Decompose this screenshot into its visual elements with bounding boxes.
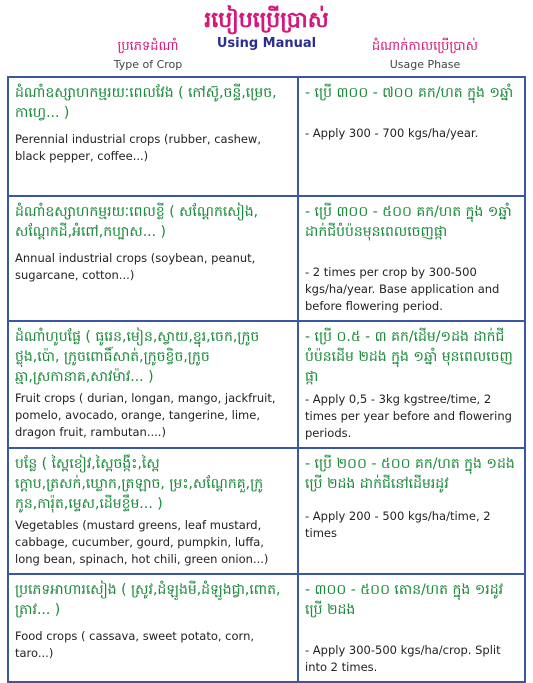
crop-khmer: ដំណាំឧស្សាហកម្មរយៈពេលខ្លី ( សណ្តែកសៀង, សណ្តែកដី,អំពៅ,កប្បាស... ) [15, 204, 259, 240]
crop-khmer: ប្រភេទអាហារសៀង ( ស្រូវ,ដំឡូងមី,ដំឡូងជ្វា,ពោត, ត្រាវ... ) [15, 582, 281, 618]
usage-cell [298, 321, 525, 448]
column-header-crop-type-khmer: ប្រភេទដំណាំ [117, 39, 179, 54]
column-header-usage-phase-khmer: ដំណាក់កាលប្រើប្រាស់ [371, 39, 479, 54]
usage-table [7, 76, 526, 683]
column-header-crop-type [48, 38, 248, 71]
usage-english: - Apply 300 - 700 kgs/ha/year. [305, 126, 479, 140]
usage-cell [298, 574, 525, 682]
crop-english: Fruit crops ( durian, longan, mango, jackfruit, pomelo, avocado, orange, tangerine, lime, dragon fruit, rambutan....) [15, 391, 276, 439]
crop-english: Annual industrial crops (soybean, peanut, sugarcane, cotton...) [15, 251, 256, 282]
usage-english: - Apply 200 - 500 kgs/ha/time, 2 times [305, 509, 491, 540]
crop-khmer: ដំណាំហូបផ្លែ ( ធូរេន,មៀន,ស្វាយ,ខ្នុរ,ចេក,ក្រូចថ្លុង,ប៉ោ, ក្រូចពោធិ៍សាត់,ក្រូចខ្វិច,ក្រូចឆ្មា,ស្រកានាគ,សាវម៉ាវ... ) [15, 329, 260, 385]
usage-cell [298, 448, 525, 574]
table-row [8, 448, 525, 574]
crop-cell [8, 77, 298, 196]
usage-khmer: - ប្រើ ៣០០ - ៧០០ គក/ហត ក្នុង ១ឆ្នាំ [305, 85, 514, 101]
crop-english: Vegetables (mustard greens, leaf mustard, cabbage, cucumber, gourd, pumpkin, luffa, long bean, spinach, hot chili, green onion...) [15, 518, 269, 566]
table-row [8, 574, 525, 682]
usage-english: - 2 times per crop by 300-500 kgs/ha/year. Base application and before flowering period. [305, 265, 500, 313]
crop-cell [8, 574, 298, 682]
usage-english: - Apply 0,5 - 3kg kgstree/time, 2 times per year before and flowering periods. [305, 392, 512, 440]
crop-khmer: ដំណាំឧស្សាហកម្មរយៈពេលវែង ( កៅស៊ូ,ចន្ទី,ម្រេច, កាហ្វេ... ) [15, 85, 277, 121]
column-header-usage-phase [325, 38, 525, 71]
usage-cell [298, 77, 525, 196]
table-row [8, 77, 525, 196]
title-english: Using Manual [216, 36, 317, 51]
column-header-usage-phase-english: Usage Phase [389, 58, 461, 71]
crop-english: Food crops ( cassava, sweet potato, corn, taro...) [15, 629, 255, 660]
usage-khmer: - ប្រើ ០.៥ - ៣ គក/ដើម/១ដង ដាក់ជីបំប៉នដើម ២ដង ក្នុង ១ឆ្នាំ មុនពេលចេញផ្កា [305, 329, 513, 385]
table-row [8, 196, 525, 321]
crop-cell [8, 196, 298, 321]
title-khmer: របៀបប្រើប្រាស់ [204, 8, 329, 33]
table-row [8, 321, 525, 448]
crop-cell [8, 448, 298, 574]
usage-khmer: - ប្រើ ២០០ - ៥០០ គក/ហត ក្នុង ១ដង ប្រើ ២ដង ដាក់ជីនៅដើមរដូវ [305, 456, 515, 492]
usage-khmer: - ៣០០ - ៥០០ តោន/ហត ក្នុង ១រដូវប្រើ ២ដង [305, 582, 504, 618]
crop-cell [8, 321, 298, 448]
crop-english: Perennial industrial crops (rubber, cashew, black pepper, coffee...) [15, 132, 261, 163]
usage-english: - Apply 300-500 kgs/ha/crop. Split into 2 times. [305, 643, 501, 674]
usage-khmer: - ប្រើ ៣០០ - ៥០០ គក/ហត ក្នុង ១ឆ្នាំ ដាក់ជីបំប៉នមុនពេលចេញផ្កា [305, 204, 512, 240]
usage-cell [298, 196, 525, 321]
column-header-crop-type-english: Type of Crop [113, 58, 183, 71]
crop-khmer: បន្លែ ( ស្ពៃខៀវ,ស្ពៃចង្កឹះ,ស្ពៃក្តោប,ត្រសក់,ឃ្លោក,ត្រឡាច, ម្រះ,សណ្តែកគួ,ក្រូកូន,ការ៉ុត,ម្ទេស,ដើមខ្ទឹម... ) [15, 456, 264, 512]
